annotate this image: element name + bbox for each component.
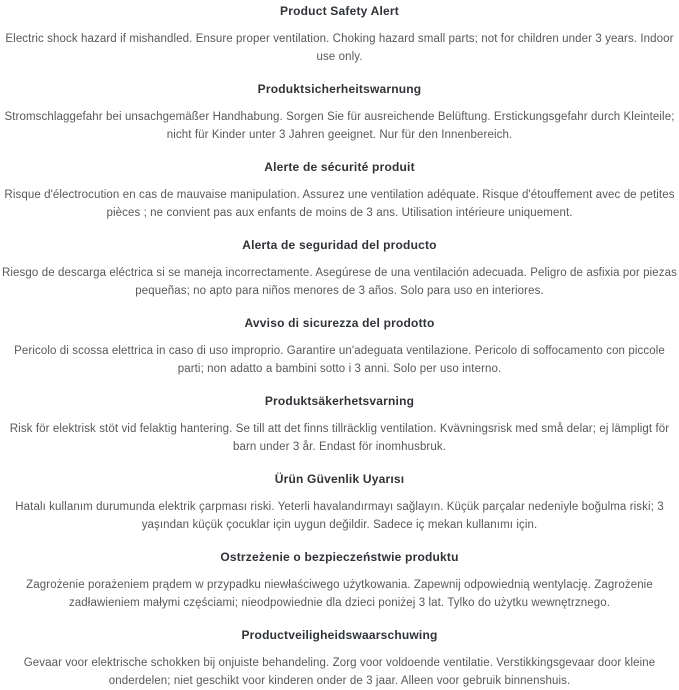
section-body: Risque d'électrocution en cas de mauvaise manipulation. Assurez une ventilation adéquate. Risque d'étouffement avec de petites pièces ; ne convient pas aux enfants de moins de 3 ans. Utilisation intérieure uniquement. [4,189,675,219]
safety-alert-section [1,392,678,456]
section-body: Electric shock hazard if mishandled. Ensure proper ventilation. Choking hazard small parts; not for children under 3 years. Indoor use only. [5,33,674,63]
section-body: Riesgo de descarga eléctrica si se maneja incorrectamente. Asegúrese de una ventilación adecuada. Peligro de asfixia por piezas pequeñas; no apto para niños menores de 3 años. Solo para uso en interiores. [2,267,677,297]
section-body: Zagrożenie porażeniem prądem w przypadku niewłaściwego użytkowania. Zapewnij odpowiednią wentylację. Zagrożenie zadławieniem małymi częściami; nieodpowiednie dla dzieci poniżej 3 lat. Tylko do użytku wewnętrznego. [26,579,653,609]
section-heading: Ostrzeżenie o bezpieczeństwie produktu [220,550,459,564]
safety-alert-section [1,470,678,534]
section-body: Hatalı kullanım durumunda elektrik çarpması riski. Yeterli havalandırmayı sağlayın. Küçük parçalar nedeniyle boğulma riski; 3 yaşından küçük çocuklar için uygun değildir. Sadece iç mekan kullanımı için. [15,501,664,531]
safety-alert-section [1,626,678,690]
section-body: Stromschlaggefahr bei unsachgemäßer Handhabung. Sorgen Sie für ausreichende Belüftung. Erstickungsgefahr durch Kleinteile; nicht für Kinder unter 3 Jahren geeignet. Nur für den Innenbereich. [4,111,675,141]
section-heading: Product Safety Alert [280,4,399,18]
section-heading: Ürün Güvenlik Uyarısı [274,472,405,486]
section-body: Gevaar voor elektrische schokken bij onjuiste behandeling. Zorg voor voldoende ventilatie. Verstikkingsgevaar door kleine onderdelen; niet geschikt voor kinderen onder de 3 jaar. Alleen voor gebruik binnenshuis. [23,657,656,687]
section-heading: Alerta de seguridad del producto [242,238,437,252]
safety-alert-section [1,548,678,612]
safety-alert-section [1,80,678,144]
safety-alert-section [1,2,678,66]
section-body: Risk för elektrisk stöt vid felaktig hantering. Se till att det finns tillräcklig ventilation. Kvävningsrisk med små delar; ej lämpligt för barn under 3 år. Endast för inomhusbruk. [9,423,670,453]
section-heading: Avviso di sicurezza del prodotto [244,316,435,330]
section-heading: Productveiligheidswaarschuwing [241,628,438,642]
safety-alert-section [1,158,678,222]
safety-alert-section [1,314,678,378]
safety-alert-section [1,236,678,300]
section-heading: Alerte de sécurité produit [264,160,415,174]
section-heading: Produktsicherheitswarnung [257,82,422,96]
section-body: Pericolo di scossa elettrica in caso di uso improprio. Garantire un'adeguata ventilazione. Pericolo di soffocamento con piccole parti; non adatto a bambini sotto i 3 anni. Solo per uso interno. [14,345,665,375]
section-heading: Produktsäkerhetsvarning [264,394,415,408]
